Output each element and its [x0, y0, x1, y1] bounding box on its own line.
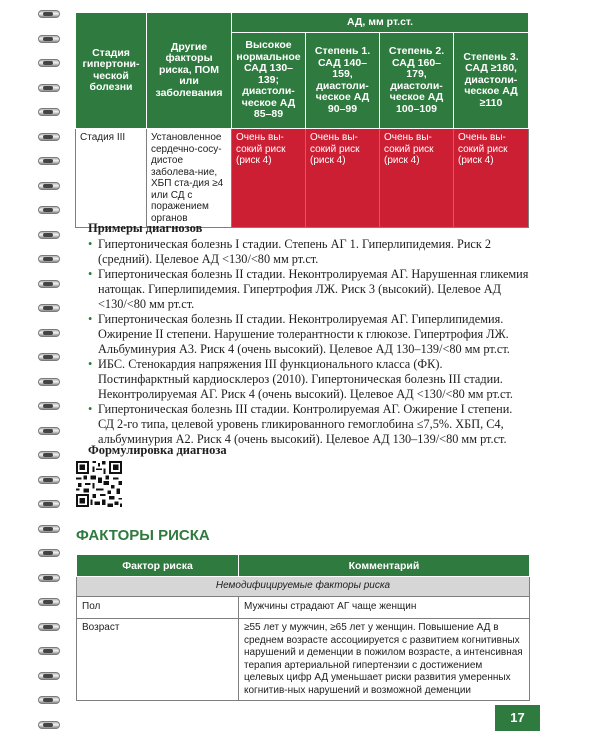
risk-factors-table — [76, 554, 530, 701]
binding-ring — [38, 329, 60, 337]
binding-ring — [38, 623, 60, 631]
binding-ring — [38, 549, 60, 557]
cell-risk: Очень вы-сокий риск (риск 4) — [380, 129, 454, 228]
binding-ring — [38, 451, 60, 459]
binding-ring — [38, 35, 60, 43]
binding-ring — [38, 721, 60, 729]
cell-comment: ≥55 лет у мужчин, ≥65 лет у женщин. Повышение АД в среднем возрасте ассоциируется с развитием когнитивных нарушений и деменции в пожилом возрасте, а интенсивная терапия артериальной гипертензии с достижением целевых цифр АД уменьшает риски развития умеренных когнитив-ных нарушений и возможной деменции — [239, 619, 530, 701]
binding-ring — [38, 353, 60, 361]
binding-ring — [38, 133, 60, 141]
binding-ring — [38, 574, 60, 582]
cell-factors: Установленное сердечно-сосу-дистое заболева-ние, ХБП ста-дия ≥4 или СД с поражением органов — [147, 129, 232, 228]
list-item: • ИБС. Стенокардия напряжения III функционального класса (ФК). Постинфарктный кардиосклероз (2010). Гипертоническая болезнь III стадии. Неконтролируемая АГ. Риск 4 (очень высокий). Целевое АД <130/<80 мм рт.ст. — [88, 357, 531, 402]
cell-comment: Мужчины страдают АГ чаще женщин — [239, 597, 530, 619]
binding-ring — [38, 84, 60, 92]
header-bp-grade-3: Степень 3. САД ≥180, диастоли-ческое АД ≥110 — [454, 33, 529, 129]
binding-ring — [38, 696, 60, 704]
binding-ring — [38, 231, 60, 239]
list-item: • Гипертоническая болезнь III стадии. Контролируемая АГ. Ожирение I степени. СД 2-го типа, целевой уровень гликированного гемоглобина ≤7,5%. ХБП, С4, альбуминурия А2. Риск 4 (очень высокий). Целевое АД 130–139/<80 мм рт.ст. — [88, 402, 531, 447]
binding-ring — [38, 255, 60, 263]
list-item: • Гипертоническая болезнь II стадии. Неконтролируемая АГ. Нарушенная гликемия натощак. Гиперлипидемия. Гипертрофия ЛЖ. Риск 3 (высокий). Целевое АД <130/<80 мм рт.ст. — [88, 267, 531, 312]
binding-ring — [38, 108, 60, 116]
binding-ring — [38, 525, 60, 533]
header-bp-grade-1: Степень 1. САД 140–159, диастоли-ческое АД 90–99 — [306, 33, 380, 129]
diagnosis-examples-list — [88, 237, 531, 447]
cell-risk: Очень вы-сокий риск (риск 4) — [306, 129, 380, 228]
header-factor: Фактор риска — [77, 555, 239, 577]
cell-factor: Возраст — [77, 619, 239, 701]
page-number: 17 — [495, 705, 540, 731]
cell-risk: Очень вы-сокий риск (риск 4) — [454, 129, 529, 228]
cell-factor: Пол — [77, 597, 239, 619]
header-comment: Комментарий — [239, 555, 530, 577]
header-stage: Стадия гипертони-ческой болезни — [76, 13, 147, 129]
cell-stage: Стадия III — [76, 129, 147, 228]
binding-ring — [38, 500, 60, 508]
binding-ring — [38, 304, 60, 312]
binding-ring — [38, 598, 60, 606]
risk-stratification-table — [75, 12, 529, 228]
table-row — [77, 597, 530, 619]
binding-ring — [38, 280, 60, 288]
table-row — [77, 619, 530, 701]
spiral-binding — [0, 0, 60, 750]
list-item: • Гипертоническая болезнь I стадии. Степень АГ 1. Гиперлипидемия. Риск 2 (средний). Целевое АД <130/<80 мм рт.ст. — [88, 237, 531, 267]
binding-ring — [38, 10, 60, 18]
header-bp-high-normal: Высокое нормальное САД 130–139; диастоли-ческое АД 85–89 — [232, 33, 306, 129]
formulation-title: Формулировка диагноза — [88, 443, 227, 457]
binding-ring — [38, 378, 60, 386]
binding-ring — [38, 182, 60, 190]
binding-ring — [38, 157, 60, 165]
binding-ring — [38, 647, 60, 655]
binding-ring — [38, 672, 60, 680]
risk-factors-heading: ФАКТОРЫ РИСКА — [76, 527, 210, 544]
binding-ring — [38, 427, 60, 435]
binding-ring — [38, 476, 60, 484]
group-nonmodifiable: Немодифицируемые факторы риска — [77, 577, 530, 597]
binding-ring — [38, 402, 60, 410]
list-item: • Гипертоническая болезнь II стадии. Неконтролируемая АГ. Гиперлипидемия. Ожирение II степени. Нарушение толерантности к глюкозе. Гипертрофия ЛЖ. Альбуминурия А3. Риск 4 (очень высокий). Целевое АД 130–139/<80 мм рт.ст. — [88, 312, 531, 357]
header-factors: Другие факторы риска, ПОМ или заболевания — [147, 13, 232, 129]
binding-ring — [38, 59, 60, 67]
qr-code-icon[interactable] — [76, 461, 122, 507]
examples-title: Примеры диагнозов — [88, 221, 203, 235]
cell-risk: Очень вы-сокий риск (риск 4) — [232, 129, 306, 228]
header-bp-group: АД, мм рт.ст. — [232, 13, 529, 33]
header-bp-grade-2: Степень 2. САД 160–179, диастоли-ческое АД 100–109 — [380, 33, 454, 129]
binding-ring — [38, 206, 60, 214]
